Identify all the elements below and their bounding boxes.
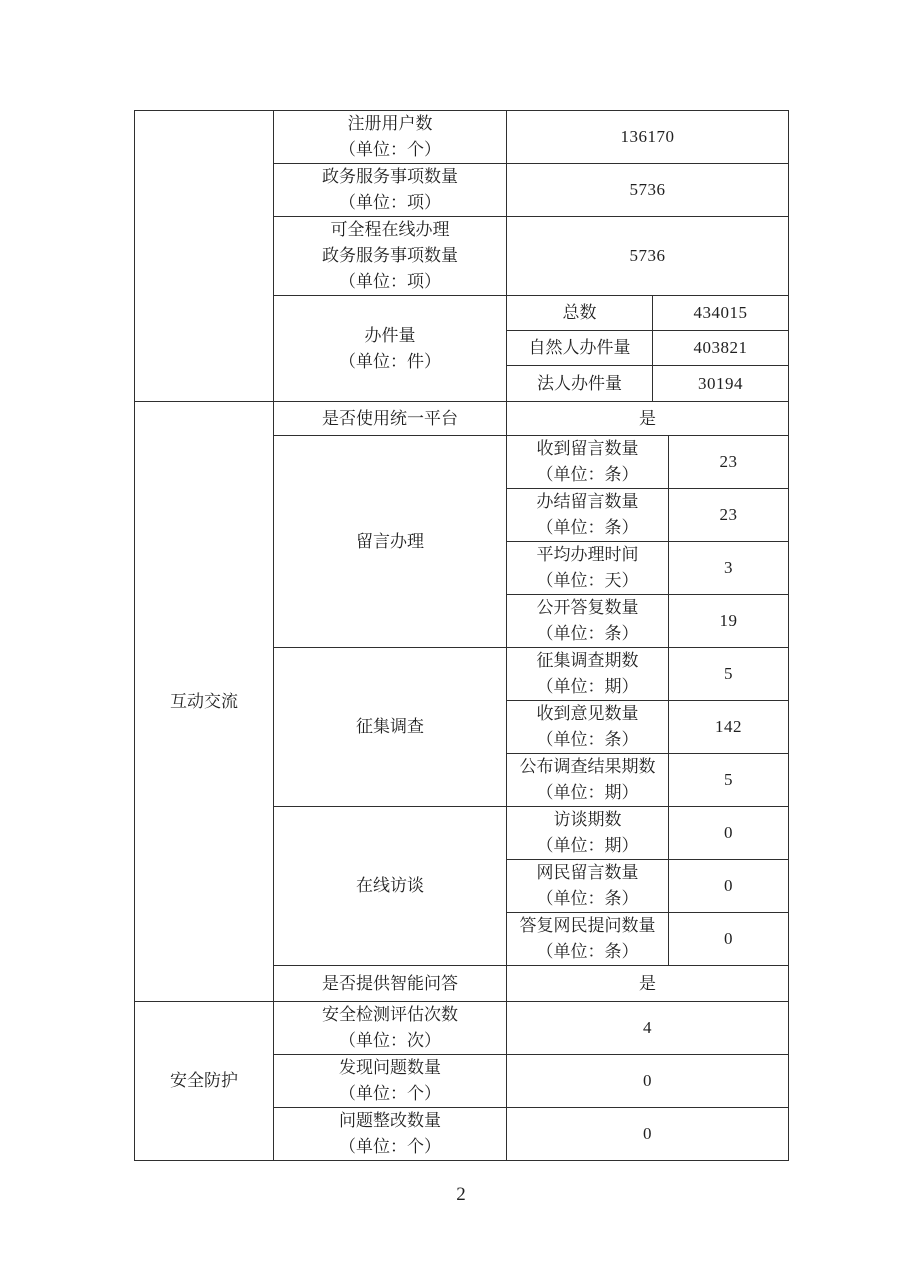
metric-unit: （单位：天） [536, 571, 639, 590]
category-cell-blank [135, 111, 274, 402]
submetric-value-cell: 30194 [653, 366, 789, 402]
submetric-value-cell: 5 [669, 648, 789, 701]
metric-label-cell [274, 164, 507, 217]
report-table [134, 110, 789, 1161]
metric-unit: （单位：期） [536, 677, 639, 696]
metric-label: 办结留言数量 [536, 492, 639, 511]
metric-value-cell: 0 [507, 1108, 789, 1161]
metric-value-cell: 5736 [507, 164, 789, 217]
metric-label-cell [274, 1055, 507, 1108]
metric-unit: （单位：条） [536, 889, 639, 908]
category-cell-security: 安全防护 [135, 1002, 274, 1161]
metric-unit: （单位：次） [339, 1031, 441, 1050]
metric-label: 政务服务事项数量 [322, 167, 458, 186]
metric-label: 安全检测评估次数 [322, 1005, 458, 1024]
group-label-cell [274, 296, 507, 402]
submetric-label-cell [507, 754, 669, 807]
metric-unit: （单位：条） [536, 942, 639, 961]
submetric-value-cell: 0 [669, 807, 789, 860]
metric-label: 政务服务事项数量 [322, 246, 458, 265]
metric-unit: （单位：期） [536, 836, 639, 855]
category-cell-interaction: 互动交流 [135, 402, 274, 1002]
metric-label-cell: 是否使用统一平台 [274, 402, 507, 436]
group-label-cell: 征集调查 [274, 648, 507, 807]
group-unit: （单位：件） [339, 351, 441, 371]
metric-label-cell [274, 111, 507, 164]
group-label-cell: 留言办理 [274, 436, 507, 648]
metric-label: 公布调查结果期数 [519, 757, 656, 776]
submetric-label-cell [507, 436, 669, 489]
metric-unit: （单位：条） [536, 518, 639, 537]
submetric-label-cell [507, 648, 669, 701]
submetric-label-cell [507, 807, 669, 860]
metric-unit: （单位：条） [536, 465, 639, 484]
submetric-value-cell: 403821 [653, 331, 789, 366]
metric-label: 问题整改数量 [339, 1111, 441, 1130]
metric-unit: （单位：个） [339, 1137, 441, 1156]
metric-unit: （单位：项） [339, 193, 441, 212]
page-number: 2 [456, 1184, 466, 1205]
metric-value-cell: 136170 [507, 111, 789, 164]
metric-label: 访谈期数 [553, 810, 622, 829]
metric-label-cell [274, 1002, 507, 1055]
submetric-value-cell: 0 [669, 860, 789, 913]
submetric-value-cell: 5 [669, 754, 789, 807]
submetric-label-cell: 自然人办件量 [507, 331, 653, 366]
metric-label: 可全程在线办理 [330, 220, 450, 239]
metric-unit: （单位：项） [339, 272, 441, 291]
metric-label-cell [274, 217, 507, 296]
metric-unit: （单位：个） [339, 140, 441, 159]
submetric-value-cell: 3 [669, 542, 789, 595]
group-label-cell: 在线访谈 [274, 807, 507, 966]
metric-label-cell [274, 1108, 507, 1161]
metric-label-cell: 是否提供智能问答 [274, 966, 507, 1002]
metric-label: 公开答复数量 [536, 598, 639, 617]
metric-label: 平均办理时间 [536, 545, 639, 564]
metric-label: 征集调查期数 [536, 651, 639, 670]
submetric-value-cell: 434015 [653, 296, 789, 331]
metric-label: 注册用户数 [347, 114, 433, 133]
submetric-label-cell [507, 860, 669, 913]
metric-unit: （单位：期） [536, 783, 639, 802]
metric-value-cell: 0 [507, 1055, 789, 1108]
metric-unit: （单位：条） [536, 624, 639, 643]
metric-label: 发现问题数量 [339, 1058, 441, 1077]
submetric-value-cell: 19 [669, 595, 789, 648]
group-label: 办件量 [364, 325, 416, 345]
submetric-label-cell [507, 542, 669, 595]
submetric-value-cell: 0 [669, 913, 789, 966]
metric-label: 收到意见数量 [536, 704, 639, 723]
submetric-label-cell [507, 489, 669, 542]
submetric-label-cell: 总数 [507, 296, 653, 331]
metric-value-cell: 5736 [507, 217, 789, 296]
metric-unit: （单位：条） [536, 730, 639, 749]
submetric-label-cell: 法人办件量 [507, 366, 653, 402]
metric-value-cell: 4 [507, 1002, 789, 1055]
metric-label: 收到留言数量 [536, 439, 639, 458]
submetric-label-cell [507, 595, 669, 648]
submetric-value-cell: 23 [669, 489, 789, 542]
metric-label: 答复网民提问数量 [519, 916, 656, 935]
metric-value-cell: 是 [507, 402, 789, 436]
submetric-value-cell: 142 [669, 701, 789, 754]
submetric-label-cell [507, 701, 669, 754]
metric-label: 网民留言数量 [536, 863, 639, 882]
submetric-label-cell [507, 913, 669, 966]
metric-value-cell: 是 [507, 966, 789, 1002]
submetric-value-cell: 23 [669, 436, 789, 489]
metric-unit: （单位：个） [339, 1084, 441, 1103]
